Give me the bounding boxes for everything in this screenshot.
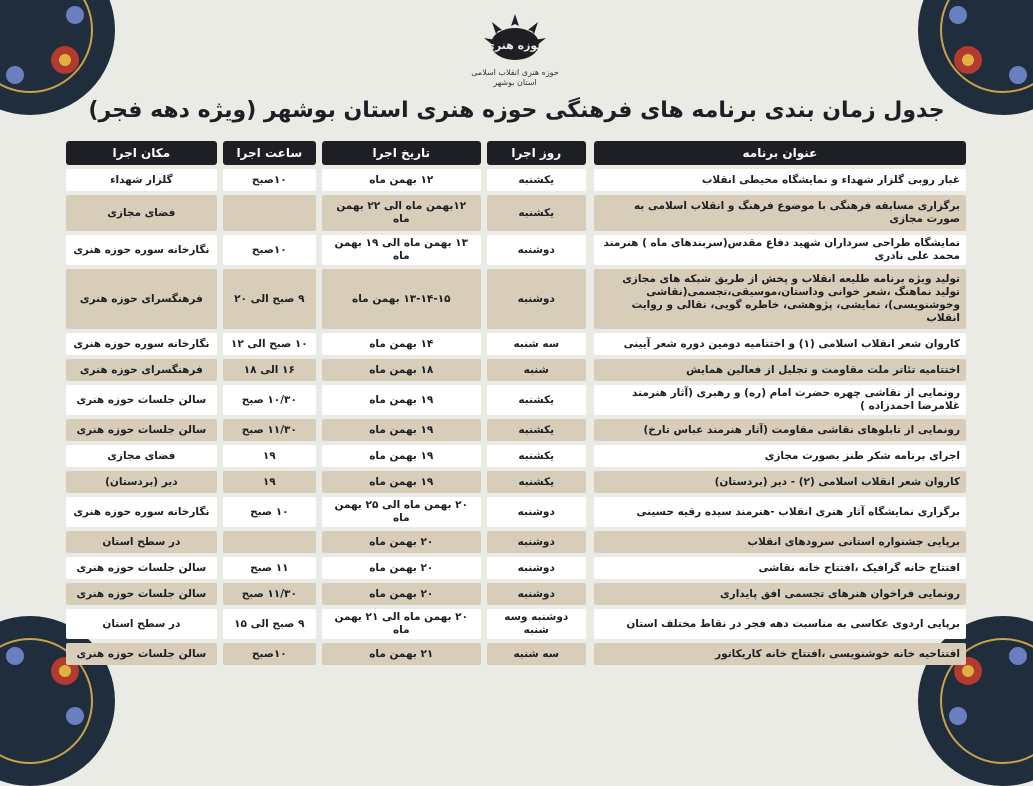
time-cell: ۹ صبح الی ۲۰	[223, 269, 316, 329]
column-header: مکان اجرا	[66, 141, 217, 165]
table-row	[66, 497, 966, 527]
time-cell: ۱۹	[223, 471, 316, 493]
date-cell: ۲۰ بهمن ماه	[322, 531, 481, 553]
logo	[470, 12, 560, 100]
date-cell: ۱۹ بهمن ماه	[322, 385, 481, 415]
day-cell: شنبه	[487, 359, 586, 381]
time-cell	[223, 531, 316, 553]
day-cell: دوشنبه	[487, 235, 586, 265]
date-cell: ۱۲بهمن ماه الی ۲۲ بهمن ماه	[322, 195, 481, 231]
date-cell: ۱۲ بهمن ماه	[322, 169, 481, 191]
time-cell: ۱۰صبح	[223, 643, 316, 665]
place-cell: فضای مجازی	[66, 445, 217, 467]
time-cell: ۱۱/۳۰ صبح	[223, 583, 316, 605]
place-cell: دیر (بردستان)	[66, 471, 217, 493]
column-header: روز اجرا	[487, 141, 586, 165]
table-header-row	[66, 141, 966, 165]
place-cell: فرهنگسرای حوزه هنری	[66, 359, 217, 381]
place-cell: فضای مجازی	[66, 195, 217, 231]
date-cell: ۱۹ بهمن ماه	[322, 445, 481, 467]
day-cell: سه شنبه	[487, 643, 586, 665]
table-row	[66, 385, 966, 415]
time-cell	[223, 195, 316, 231]
time-cell: ۱۶ الی ۱۸	[223, 359, 316, 381]
program-title-cell: اجرای برنامه شکر طنز بصورت مجازی	[594, 445, 966, 467]
table-row	[66, 557, 966, 579]
program-title-cell: اختتامیه تئاتر ملت مقاومت و تجلیل از فعالین همایش	[594, 359, 966, 381]
table-row	[66, 445, 966, 467]
place-cell: نگارخانه سوره حوزه هنری	[66, 333, 217, 355]
day-cell: دوشنبه	[487, 531, 586, 553]
schedule-table	[66, 137, 966, 669]
table-row	[66, 471, 966, 493]
place-cell: نگارخانه سوره حوزه هنری	[66, 497, 217, 527]
place-cell: سالن جلسات حوزه هنری	[66, 385, 217, 415]
logo-subtitle: استان بوشهر	[493, 78, 537, 87]
date-cell: ۱۹ بهمن ماه	[322, 419, 481, 441]
date-cell: ۲۰ بهمن ماه الی ۲۱ بهمن ماه	[322, 609, 481, 639]
time-cell: ۱۰/۳۰ صبح	[223, 385, 316, 415]
program-title-cell: تولید ویژه برنامه طلیعه انقلاب و پخش از طریق شبکه های مجازی تولید نماهنگ ،شعر خوانی وداستان،موسیقی،تجسمی(نقاشی وخوشنویسی)، نمایشی، پژوهشی، خاطره گویی، نقالی و روایت انقلاب	[594, 269, 966, 329]
table-row	[66, 359, 966, 381]
program-title-cell: رونمایی از نقاشی چهره حضرت امام (ره) و رهبری (آثار هنرمند غلامرضا احمدزاده )	[594, 385, 966, 415]
date-cell: ۲۱ بهمن ماه	[322, 643, 481, 665]
table-row	[66, 169, 966, 191]
day-cell: یکشنبه	[487, 195, 586, 231]
program-title-cell: رونمایی از تابلوهای نقاشی مقاومت (آثار هنرمند عباس تارخ)	[594, 419, 966, 441]
time-cell: ۱۰صبح	[223, 235, 316, 265]
program-title-cell: برپایی جشنواره استانی سرودهای انقلاب	[594, 531, 966, 553]
column-header: عنوان برنامه	[594, 141, 966, 165]
time-cell: ۱۰ صبح	[223, 497, 316, 527]
program-title-cell: کاروان شعر انقلاب اسلامی (۲) - دیر (بردستان)	[594, 471, 966, 493]
column-header: تاریخ اجرا	[322, 141, 481, 165]
program-title-cell: رونمایی فراخوان هنرهای تجسمی افق پایداری	[594, 583, 966, 605]
table-row	[66, 419, 966, 441]
day-cell: یکشنبه	[487, 169, 586, 191]
program-title-cell: کاروان شعر انقلاب اسلامی (۱) و اختتامیه دومین دوره شعر آیینی	[594, 333, 966, 355]
place-cell: سالن جلسات حوزه هنری	[66, 643, 217, 665]
time-cell: ۱۰ صبح الی ۱۲	[223, 333, 316, 355]
place-cell: در سطح استان	[66, 609, 217, 639]
table-row	[66, 643, 966, 665]
day-cell: دوشنبه وسه شنبه	[487, 609, 586, 639]
date-cell: ۱۳-۱۴-۱۵ بهمن ماه	[322, 269, 481, 329]
day-cell: یکشنبه	[487, 385, 586, 415]
table-row	[66, 531, 966, 553]
program-title-cell: غبار روبی گلزار شهداء و نمایشگاه محیطی انقلاب	[594, 169, 966, 191]
place-cell: نگارخانه سوره حوزه هنری	[66, 235, 217, 265]
day-cell: دوشنبه	[487, 557, 586, 579]
table-row	[66, 195, 966, 231]
program-title-cell: برپایی اردوی عکاسی به مناسبت دهه فجر در نقاط مختلف استان	[594, 609, 966, 639]
time-cell: ۹ صبح الی ۱۵	[223, 609, 316, 639]
date-cell: ۲۰ بهمن ماه الی ۲۵ بهمن ماه	[322, 497, 481, 527]
logo-subtitle: حوزه هنری انقلاب اسلامی	[471, 68, 559, 77]
table-row	[66, 609, 966, 639]
date-cell: ۱۳ بهمن ماه الی ۱۹ بهمن ماه	[322, 235, 481, 265]
day-cell: دوشنبه	[487, 269, 586, 329]
table-row	[66, 269, 966, 329]
date-cell: ۱۸ بهمن ماه	[322, 359, 481, 381]
program-title-cell: افتتاح خانه گرافیک ،افتتاح خانه نقاشی	[594, 557, 966, 579]
time-cell: ۱۱/۳۰ صبح	[223, 419, 316, 441]
day-cell: دوشنبه	[487, 583, 586, 605]
page-title: جدول زمان بندی برنامه های فرهنگی حوزه هنری استان بوشهر (ویژه دهه فجر)	[88, 98, 945, 123]
program-title-cell: افتتاحیه خانه خوشنویسی ،افتتاح خانه کاریکاتور	[594, 643, 966, 665]
day-cell: یکشنبه	[487, 445, 586, 467]
day-cell: یکشنبه	[487, 471, 586, 493]
svg-text:حوزه هنری: حوزه هنری	[484, 39, 546, 52]
program-title-cell: نمایشگاه طراحی سرداران شهید دفاع مقدس(سربندهای ماه ) هنرمند محمد علی نادری	[594, 235, 966, 265]
table-row	[66, 583, 966, 605]
place-cell: گلزار شهداء	[66, 169, 217, 191]
time-cell: ۱۹	[223, 445, 316, 467]
column-header: ساعت اجرا	[223, 141, 316, 165]
place-cell: در سطح استان	[66, 531, 217, 553]
day-cell: دوشنبه	[487, 497, 586, 527]
program-title-cell: برگزاری نمایشگاه آثار هنری انقلاب -هنرمند سیده رقیه حسینی	[594, 497, 966, 527]
day-cell: یکشنبه	[487, 419, 586, 441]
date-cell: ۱۹ بهمن ماه	[322, 471, 481, 493]
table-row	[66, 333, 966, 355]
day-cell: سه شنبه	[487, 333, 586, 355]
sunburst-logo-icon	[480, 12, 550, 68]
place-cell: فرهنگسرای حوزه هنری	[66, 269, 217, 329]
table-row	[66, 235, 966, 265]
program-title-cell: برگزاری مسابقه فرهنگی با موضوع فرهنگ و انقلاب اسلامی به صورت مجازی	[594, 195, 966, 231]
time-cell: ۱۰صبح	[223, 169, 316, 191]
date-cell: ۲۰ بهمن ماه	[322, 557, 481, 579]
place-cell: سالن جلسات حوزه هنری	[66, 583, 217, 605]
date-cell: ۱۴ بهمن ماه	[322, 333, 481, 355]
place-cell: سالن جلسات حوزه هنری	[66, 419, 217, 441]
time-cell: ۱۱ صبح	[223, 557, 316, 579]
place-cell: سالن جلسات حوزه هنری	[66, 557, 217, 579]
date-cell: ۲۰ بهمن ماه	[322, 583, 481, 605]
